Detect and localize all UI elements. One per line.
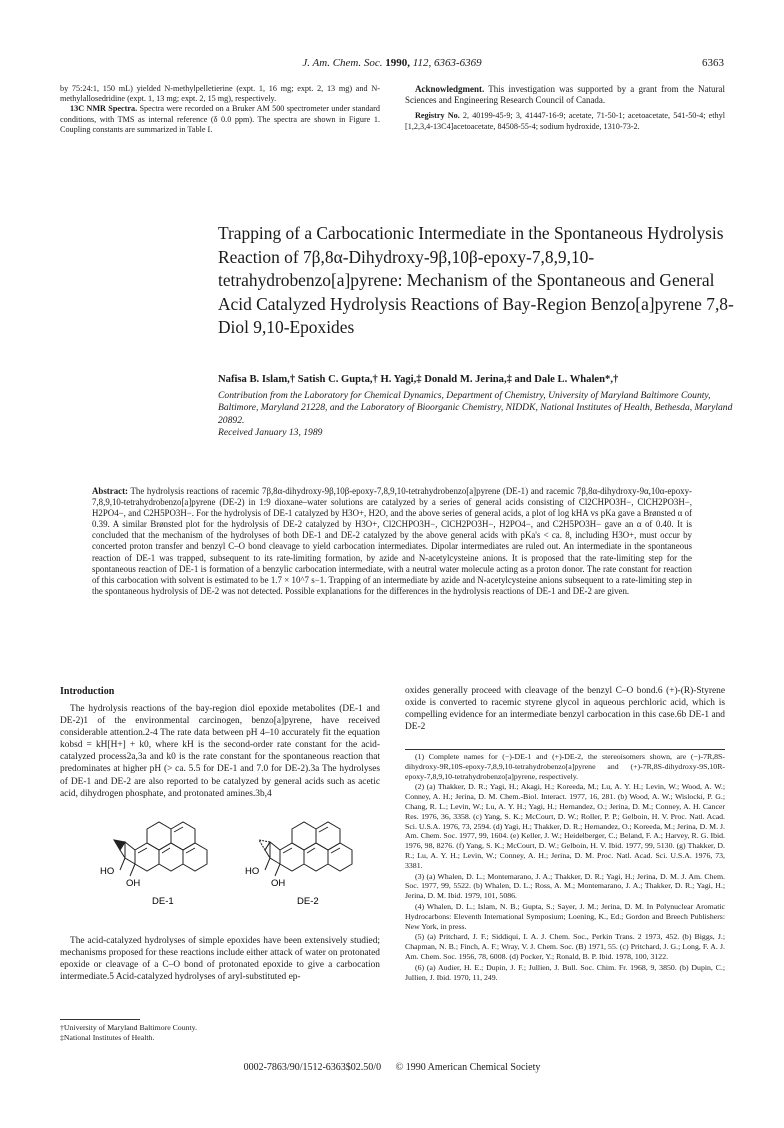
intro-p2: The acid-catalyzed hydrolyses of simple epoxides have been extensively studied; mechanisms proposed for these reactions include either attack of water on protonated epoxide or cleavage of a C–O bond of protonated epoxide to give a carbocation intermediate.5 Acid-catalyzed hydrolyses of aryl-substituted ep- — [60, 936, 380, 983]
abstract-text: The hydrolysis reactions of racemic 7β,8α-dihydroxy-9β,10β-epoxy-7,8,9,10-tetrahydrobenzo[a]pyrene (DE-1) and racemic 7β,8α-dihydroxy-9α,10α-epoxy-7,8,9,10-tetrahydrobenzo[a]pyrene (DE-2) in 1:9 dioxane–water solutions are catalyzed by a series of general acids consisting of Cl2CHPO3H−, ClCH2PO3H−, H2PO4−, and C2H5PO3H−. For the hydrolysis of DE-1 catalyzed by H3O+, H2O, and the above series of general acids, a plot of log kHA vs pKa gave a Brønsted α of 0.39. A similar Brønsted plot for the hydrolysis of DE-2 catalyzed by H3O+, Cl2CHPO3H−, ClCH2PO3H−, H2PO4−, and C2H5PO3H− gave an α of 0.40. It is concluded that the mechanism of the hydrolyses of both DE-1 and DE-2 catalyzed by the above general acids with pKa's < ca. 8, including H3O+, must occur by concerted proton transfer and benzyl C–O bond cleavage to yield carbocation intermediates. Dipolar intermediates are ruled out. An intermediate in the spontaneous reaction of DE-1 was trapped, subsequent to its rate-limiting formation, by azide and N-acetylcysteine anions. It is proposed that the rate-limiting step for the spontaneous reaction of DE-1 is formation of a benzylic carbocation intermediate, with a neutral water molecule acting as a proton donor. The rate constant for reaction of this carbocation with solvent is estimated to be 1.7 × 10^7 s−1. Trapping of an intermediate by azide and N-acetylcysteine anions subsequent to a rate-limiting step in the spontaneous hydrolysis of DE-2 was not detected. Possible explanations for the differences in the hydrolysis reactions of DE-1 and DE-2 are given. — [92, 486, 692, 596]
volume-pages: 112, 6363-6369 — [412, 57, 482, 69]
prev-article-right — [405, 84, 725, 132]
prev-article-text: by 75:24:1, 150 mL) yielded N-methylpelletierine (expt. 1, 16 mg; expt. 2, 13 mg) and N-methylallosedridine (expt. 1, 13 mg; expt. 2, 15 mg), respectively. — [60, 84, 380, 104]
de2-oh-label: OH — [271, 878, 286, 889]
reference-list — [405, 752, 725, 983]
journal-name: J. Am. Chem. Soc. — [302, 57, 383, 69]
introduction-heading: Introduction — [60, 686, 115, 697]
de2-label: DE-2 — [297, 896, 319, 907]
reference-1: (1) Complete names for (−)-DE-1 and (+)-DE-2, the stereoisomers shown, are (−)-7R,8S-dihydroxy-9R,10S-epoxy-7,8,9,10-tetrahydrobenzo[a]pyrene and (+)-7R,8S-dihydroxy-9S,10R-epoxy-7,8,9,10-tetrahydrobenzo[a]pyrene, respectively. — [405, 752, 725, 781]
reference-3: (3) (a) Whalen, D. L.; Montemarano, J. A.; Thakker, D. R.; Yagi, H.; Jerina, D. M. J. Am. Chem. Soc. 1977, 99, 5522. (b) Whalen, D. L.; Ross, A. M.; Montemarano, J. A.; Thakker, D. R.; Yagi, H.; Jerina, D. M. Ibid. 1979, 101, 5086. — [405, 871, 725, 901]
intro-paragraph-2 — [60, 935, 380, 983]
de1-label: DE-1 — [152, 896, 174, 907]
de1-ho-label: HO — [100, 866, 115, 877]
affiliation-footnotes — [60, 1023, 380, 1043]
abstract-label: Abstract: — [92, 486, 128, 496]
intro-right-column — [405, 685, 725, 733]
intro-paragraph-1 — [60, 703, 380, 800]
reference-2: (2) (a) Thakker, D. R.; Yagi, H.; Akagi, H.; Koreeda, M.; Lu, A. Y. H.; Levin, W.; Wood, A. W.; Conney, A. H.; Jerina, D. M. Chem.-Biol. Interact. 1977, 16, 281. (b) Wood, A. W.; Wislocki, P. G.; Chang, R. L.; Levin, W.; Lu, A. Y. H.; Yagi, H.; Hernandez, O.; Jerina, D. M.; Conney, A. H. Cancer Res. 1976, 36, 3358. (c) Yang, S. K.; McCourt, D. W.; Roller, P. P.; Gelboin, H. V. Proc. Natl. Acad. Sci. U.S.A. 1976, 73, 2594. (d) Yagi, H.; Thakker, D. R.; Hernandez, O.; Koreeda, M.; Jerina, D. M. J. Am. Chem. Soc. 1977, 99, 1604. (e) Keller, J. W.; Heidelberger, C.; Beland, F. A.; Harvey, R. G. Ibid. 1976, 98, 8276. (f) Yang, S. K.; McCourt, D. W.; Gelboin, H. V. Ibid. 1977, 99, 5130. (g) Thakker, D. R.; Lu, A. Y. H.; Levin, W.; Conney, A. H.; Jerina, D. M. Proc. Natl. Acad. Sci. U.S.A. 1976, 73, 3381. — [405, 782, 725, 870]
de1-oh-label: OH — [126, 878, 141, 889]
running-header — [0, 57, 784, 69]
registry-text: 2, 40199-45-9; 3, 41447-16-9; acetate, 71-50-1; acetoacetate, 541-50-4; ethyl [1,2,3,4-13C4]acetoacetate, 84508-55-4; sodium hydroxide, 1310-73-2. — [405, 111, 726, 131]
structure-figure — [100, 820, 370, 910]
footnote-nih: ‡National Institutes of Health. — [60, 1032, 155, 1042]
author-list: Nafisa B. Islam,† Satish C. Gupta,† H. Yagi,‡ Donald M. Jerina,‡ and Dale L. Whalen*,† — [218, 374, 619, 385]
received-date: Received January 13, 1989 — [218, 427, 323, 439]
de2-ho-label: HO — [245, 866, 260, 877]
journal-code: 0002-7863/90/1512-6363$02.50/0 — [243, 1062, 382, 1073]
reference-5: (5) (a) Pritchard, J. F.; Siddiqui, I. A. J. Chem. Soc., Perkin Trans. 2 1973, 452. (b) Biggs, J.; Chapman, N. B.; Finch, A. F.; Wray, V. J. Chem. Soc. (B) 1971, 55. (c) Pritchard, J. G.; Long, F. A. J. Am. Chem. Soc. 1956, 78, 6008. (d) Pocker, Y.; Ronald, B. P. Ibid. 1978, 100, 3122. — [405, 932, 725, 961]
footnote-rule — [60, 1019, 140, 1020]
ack-heading: Acknowledgment. — [415, 84, 485, 94]
de2-structure — [259, 822, 352, 876]
article-title: Trapping of a Carbocationic Intermediate in the Spontaneous Hydrolysis Reaction of 7β,8α-Dihydroxy-9β,10β-epoxy-7,8,9,10-tetrahydrobenzo[a]pyrene: Mechanism of the Spontaneous and General Acid Catalyzed Hydrolysis Reactions of Bay-Region Benzo[a]pyrene 7,8-Diol 9,10-Epoxides — [218, 223, 734, 338]
page-number: 6363 — [702, 57, 724, 69]
ack-text: This investigation was supported by a grant from the Natural Sciences and Engineering Research Council of Canada. — [405, 84, 726, 106]
affiliation — [218, 390, 738, 440]
affiliation-text: Contribution from the Laboratory for Chemical Dynamics, Department of Chemistry, University of Maryland Baltimore County, Baltimore, Maryland 21228, and the Laboratory of Bioorganic Chemistry, NIDDK, National Institutes of Health, Bethesda, Maryland 20892. — [218, 390, 733, 426]
de1-structure — [114, 822, 207, 876]
reference-6: (6) (a) Audier, H. E.; Dupin, J. F.; Jullien, J. Bull. Soc. Chim. Fr. 1968, 9, 3850. (b) Dupin, C.; Jullien, J. Ibid. 1970, 11, 249. — [405, 962, 725, 982]
abstract — [92, 486, 692, 597]
intro-right-text: oxides generally proceed with cleavage of the benzyl C–O bond.6 (+)-(R)-Styrene oxide is converted to racemic styrene glycol in aqueous perchloric acid, which is compelling evidence for an intermediate benzyl carbocation in this case.6b DE-1 and DE-2 — [405, 686, 725, 733]
nmr-text: Spectra were recorded on a Bruker AM 500 spectrometer under standard conditions, with TMS as internal reference (δ 0.0 ppm). The spectra are shown in Figure 1. Coupling constants are summarized in Table I. — [60, 104, 381, 134]
nmr-heading: 13C NMR Spectra. — [70, 104, 138, 114]
prev-article-left — [60, 84, 380, 135]
footnote-umbc: †University of Maryland Baltimore County. — [60, 1023, 198, 1032]
journal-year: 1990, — [385, 57, 411, 69]
reference-4: (4) Whalen, D. L.; Islam, N. B.; Gupta, S.; Sayer, J. M.; Jerina, D. M. In Polynuclear Aromatic Hydrocarbons: Eleventh International Symposium; Loening, K., Ed.; Gordon and Breech Publishers: New York, in press. — [405, 901, 725, 931]
registry-heading: Registry No. — [415, 111, 460, 121]
intro-p1: The hydrolysis reactions of the bay-region diol epoxide metabolites (DE-1 and DE-2)1 of the environmental carcinogen, benzo[a]pyrene, have received considerable attention.2-4 The rate data between pH 4–10 accurately fit the equation kobsd = kH[H+] + k0, where kH is the second-order rate constant for the acid-catalyzed process2a,3a and k0 is the rate constant for the spontaneous reaction that predominates at higher pH (> ca. 5.5 for DE-1 and 7.0 for DE-2).3a The hydrolyses of DE-1 and DE-2 are also reported to be catalyzed by general acids such as acetic acid, dihydrogen phosphate, and protonated amines.3b,4 — [60, 704, 380, 799]
reference-rule — [405, 749, 725, 750]
copyright: © 1990 American Chemical Society — [395, 1062, 541, 1073]
page-footer — [0, 1062, 784, 1073]
